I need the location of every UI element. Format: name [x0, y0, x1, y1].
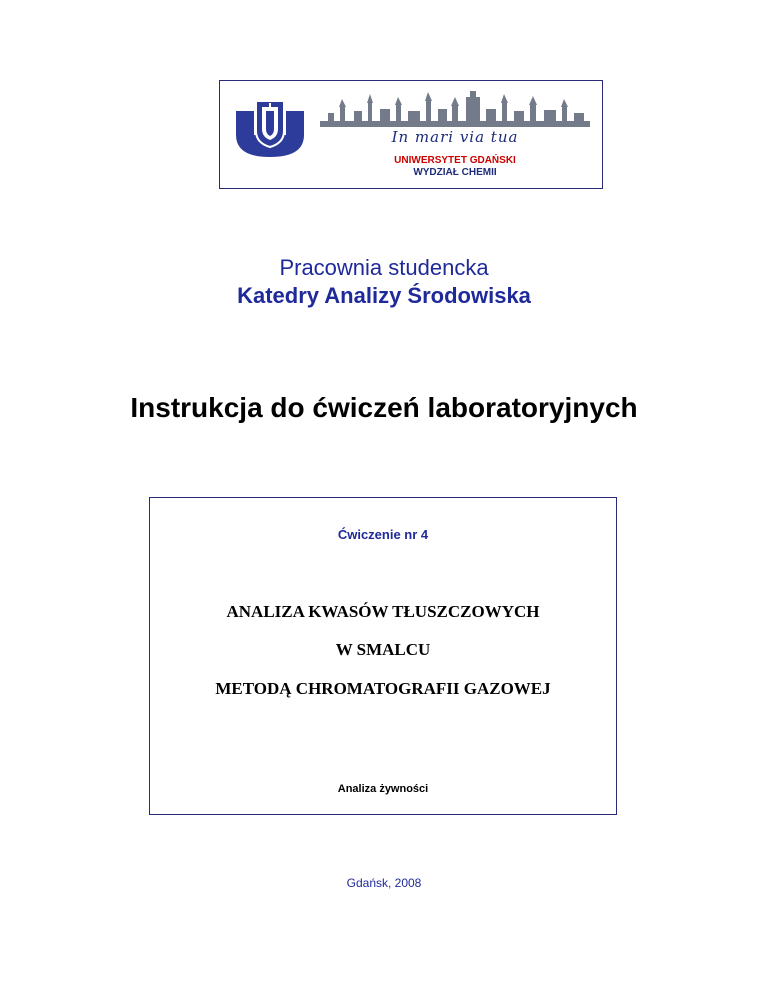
- university-header: [219, 80, 603, 189]
- exercise-title-line: ANALIZA KWASÓW TŁUSZCZOWYCH: [226, 602, 540, 621]
- lab-title: Pracownia studencka: [279, 255, 489, 280]
- exercise-subject: Analiza żywności: [337, 783, 429, 795]
- exercise-title-line: METODĄ CHROMATOGRAFII GAZOWEJ: [215, 679, 551, 698]
- department-title: Katedry Analizy Środowiska: [237, 283, 531, 308]
- university-logo-icon: [236, 97, 304, 157]
- university-motto: In mari via tua: [391, 128, 519, 146]
- university-name: UNIWERSYTET GDAŃSKI: [394, 155, 516, 166]
- document-title: Instrukcja do ćwiczeń laboratoryjnych: [130, 392, 638, 423]
- exercise-box: [149, 497, 617, 815]
- faculty-name: WYDZIAŁ CHEMII: [413, 167, 497, 178]
- place-date-footer: Gdańsk, 2008: [346, 876, 422, 890]
- exercise-title-line: W SMALCU: [335, 640, 431, 659]
- exercise-number: Ćwiczenie nr 4: [337, 527, 429, 542]
